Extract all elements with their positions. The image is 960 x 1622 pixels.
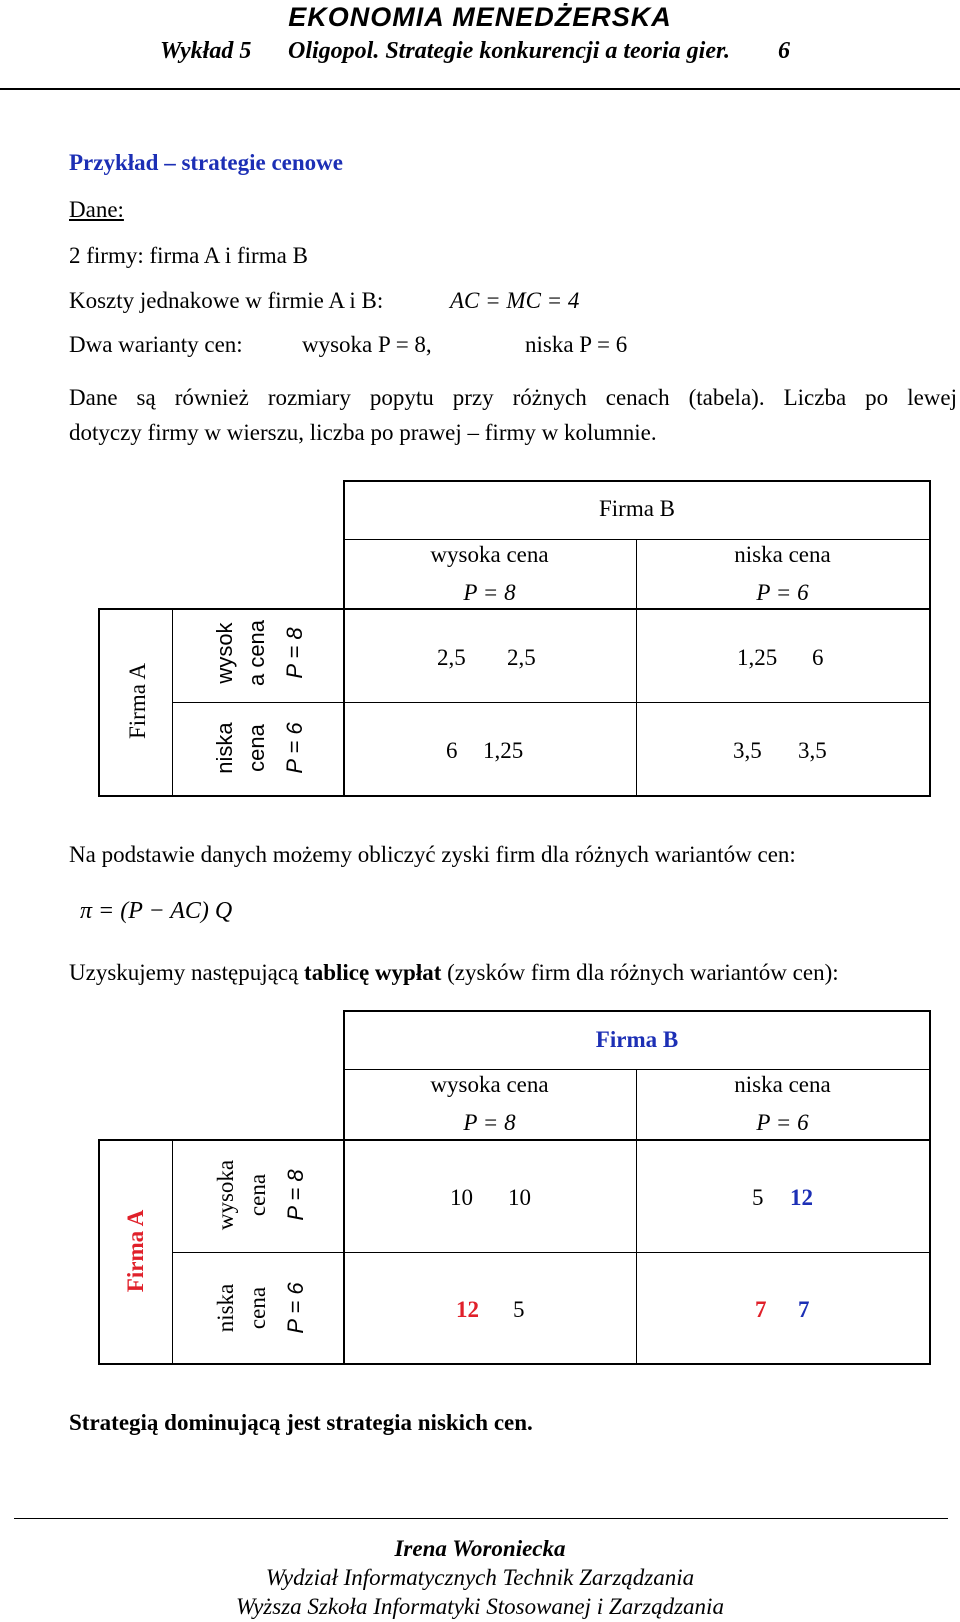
t1-r1-c1-b: 2,5 bbox=[507, 645, 536, 670]
t2-r1-c1-b: 10 bbox=[508, 1185, 531, 1210]
price-low: niska P = 6 bbox=[525, 332, 628, 357]
lecture-number: Wykład 5 bbox=[160, 38, 252, 64]
row-low-price: P = 6 bbox=[282, 722, 307, 774]
t2-r2-c2-b: 7 bbox=[798, 1297, 810, 1322]
row-low-price-2: P = 6 bbox=[283, 1282, 308, 1334]
costs-formula: AC = MC = 4 bbox=[450, 288, 580, 313]
t2-r2-c1-b: 5 bbox=[513, 1297, 525, 1322]
footer-faculty: Wydział Informatycznych Technik Zarządzania bbox=[265, 1565, 695, 1590]
paragraph-3-bold: tablicę wypłat bbox=[304, 960, 442, 985]
lecture-topic: Oligopol. Strategie konkurencji a teoria gier. bbox=[288, 38, 731, 64]
row-high-price-2: P = 8 bbox=[283, 1169, 308, 1221]
profit-formula: π = (P − AC) Q bbox=[80, 898, 233, 924]
col-low-label: niska cena bbox=[734, 542, 831, 567]
t2-r1-c2-a: 5 bbox=[752, 1185, 764, 1210]
col-high-label: wysoka cena bbox=[430, 542, 549, 567]
t2-r2-c2-a: 7 bbox=[755, 1297, 767, 1322]
footer-rule bbox=[14, 1518, 948, 1519]
t1-r2-c2-a: 3,5 bbox=[733, 738, 762, 763]
col-high-label-2: wysoka cena bbox=[430, 1072, 549, 1097]
t1-r1-c1-a: 2,5 bbox=[437, 645, 466, 670]
row-high-price: P = 8 bbox=[282, 627, 307, 679]
price-high: wysoka P = 8, bbox=[302, 332, 432, 357]
t1-r1-c2-b: 6 bbox=[812, 645, 824, 670]
firm-a-header-2: Firma A bbox=[123, 1209, 148, 1293]
row-high-label-1: wysok bbox=[212, 622, 237, 684]
row-low-label-2: cena bbox=[244, 724, 269, 772]
t2-r2-c1-a: 12 bbox=[456, 1297, 479, 1322]
course-title: EKONOMIA MENEDŻERSKA bbox=[288, 2, 672, 32]
t2-r1-c1-a: 10 bbox=[450, 1185, 473, 1210]
paragraph-3-prefix: Uzyskujemy następującą bbox=[69, 960, 305, 985]
footer-school: Wyższa Szkoła Informatyki Stosowanej i Zarządzania bbox=[236, 1594, 724, 1619]
col-low-label-2: niska cena bbox=[734, 1072, 831, 1097]
paragraph-2: Na podstawie danych możemy obliczyć zyski firm dla różnych wariantów cen: bbox=[69, 842, 796, 867]
t1-r2-c1-a: 6 bbox=[446, 738, 458, 763]
t1-r2-c1-b: 1,25 bbox=[483, 738, 524, 763]
t2-r1-c2-b: 12 bbox=[790, 1185, 813, 1210]
costs-line-label: Koszty jednakowe w firmie A i B: bbox=[69, 288, 384, 313]
t1-r1-c2-a: 1,25 bbox=[737, 645, 778, 670]
conclusion: Strategią dominującą jest strategia niskich cen. bbox=[69, 1410, 533, 1435]
row-low-label-2-2: cena bbox=[245, 1286, 270, 1330]
row-high-label-2: a cena bbox=[244, 619, 269, 687]
row-low-label-1-2: niska bbox=[213, 1283, 238, 1333]
paragraph-3 bbox=[69, 960, 839, 986]
col-low-price: P = 6 bbox=[756, 580, 809, 605]
t1-r2-c2-b: 3,5 bbox=[798, 738, 827, 763]
row-high-label-2-2: cena bbox=[245, 1173, 270, 1217]
row-high-label-1-2: wysoka bbox=[213, 1159, 238, 1231]
row-low-label-1: niska bbox=[212, 722, 237, 774]
paragraph-1-line-2: dotyczy firmy w wierszu, liczba po prawej – firmy w kolumnie. bbox=[69, 420, 657, 445]
firm-a-header: Firma A bbox=[125, 662, 150, 740]
prices-line-label: Dwa warianty cen: bbox=[69, 332, 243, 357]
firms-line: 2 firmy: firma A i firma B bbox=[69, 243, 308, 268]
paragraph-3-suffix: (zysków firm dla różnych wariantów cen): bbox=[441, 960, 839, 985]
firm-b-header-2: Firma B bbox=[595, 1027, 679, 1052]
given-label: Dane: bbox=[69, 197, 124, 222]
col-high-price-2: P = 8 bbox=[463, 1110, 516, 1135]
firm-b-header: Firma B bbox=[598, 496, 676, 521]
section-title: Przykład – strategie cenowe bbox=[69, 150, 344, 175]
paragraph-1-line-1: Dane są również rozmiary popytu przy różnych cenach (tabela). Liczba po lewej bbox=[69, 385, 957, 410]
col-high-price: P = 8 bbox=[463, 580, 516, 605]
col-low-price-2: P = 6 bbox=[756, 1110, 809, 1135]
header-rule bbox=[0, 88, 960, 90]
page-number: 6 bbox=[778, 38, 790, 64]
footer-author: Irena Woroniecka bbox=[394, 1536, 566, 1561]
